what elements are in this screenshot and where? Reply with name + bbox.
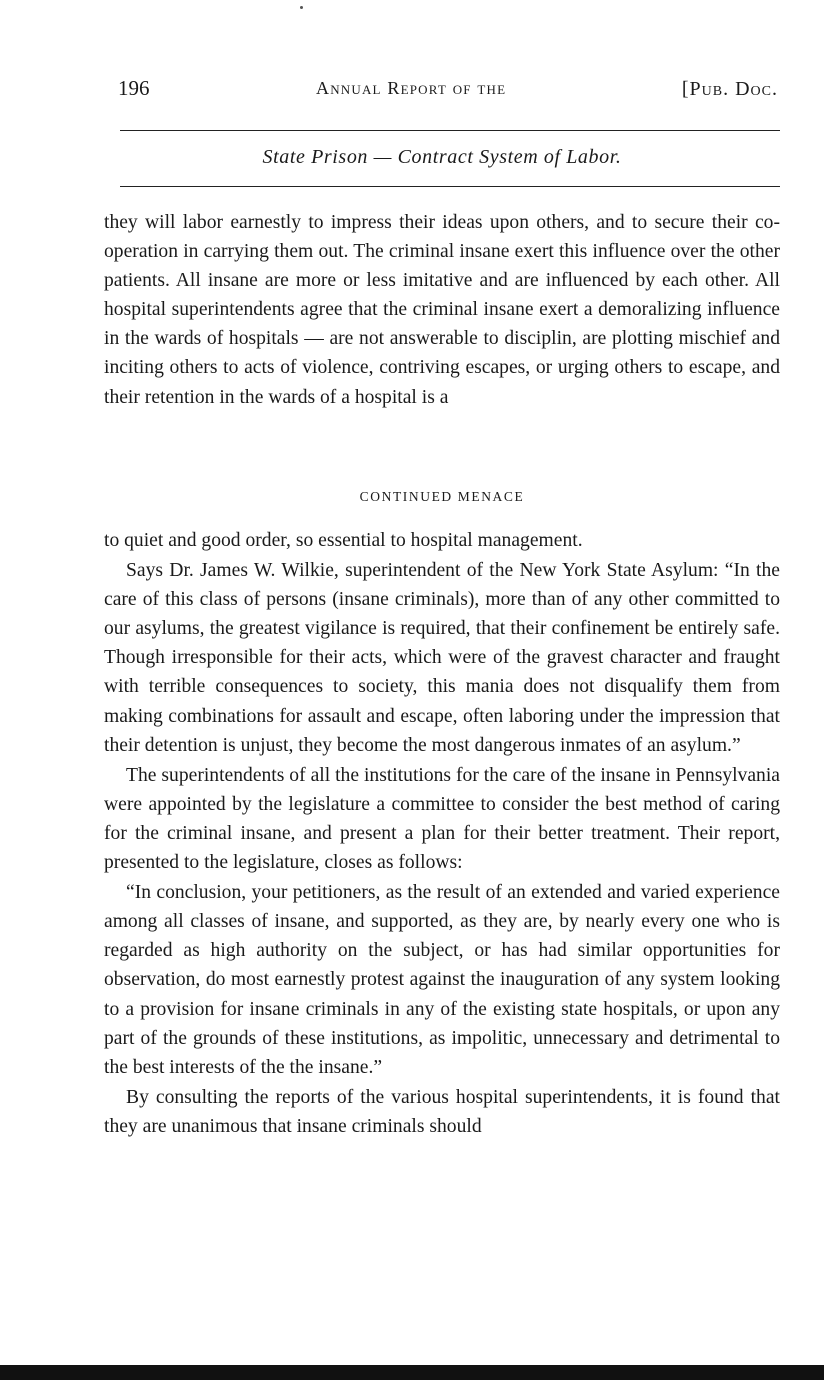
paragraph: to quiet and good order, so essential to hospital management. (104, 530, 583, 551)
paragraph: By consulting the reports of the various hospital superintendents, it is found that they are unanimous that insane criminals should (104, 1086, 780, 1137)
scan-bottom-edge (0, 1365, 824, 1380)
paragraph: they will labor earnestly to impress their ideas upon others, and to secure their co-operation in carrying them out. The criminal insane exert this influence over the other patients. All insane are more or less imitative and are influenced by each other. All hospital superintendents agree that the criminal insane exert a demoralizing influence in the wards of hospitals — are not answerable to disciplin, are plotting mischief and inciting others to acts of violence, contriving escapes, or urging others to escape, and their retention in the wards of a hospital is a (104, 212, 780, 408)
subheading: CONTINUED MENACE (359, 489, 525, 504)
paragraph: Says Dr. James W. Wilkie, superintendent of the New York State Asylum: “In the care of this class of persons (insane criminals), more than of any other committed to our asylums, the greatest vigilance is required, that their confinement be entirely safe. Though irresponsible for their acts, which were of the gravest character and fraught with terrible consequences to society, this mania does not disqualify them from making combinations for assault and escape, often laboring under the impression that their detention is unjust, they become the most dangerous inmates of an asylum.” (104, 560, 780, 756)
section-title: State Prison — Contract System of Labor. (262, 146, 622, 168)
body-block-after (104, 526, 780, 1141)
body-block-before (104, 208, 780, 412)
block-quote-paragraph: “In conclusion, your petitioners, as the result of an extended and varied experience among all classes of insane, and supported, as they are, by nearly every one who is regarded as high authority on the subject, or has had similar opportunities for observation, do most earnestly protest against the inauguration of any system looking to a provision for insane criminals in any of the existing state hospitals, or upon any part of the grounds of these institutions, as impolitic, unnecessary and detrimental to the best interests of the the insane.” (104, 882, 780, 1078)
document-page (104, 0, 780, 1380)
header-rule-top (120, 130, 780, 131)
header-rule-bottom (120, 186, 780, 187)
paragraph: The superintendents of all the institutions for the care of the insane in Pennsylvania were appointed by the legislature a committee to consider the best method of caring for the criminal insane, and present a plan for their better treatment. Their report, presented to the legislature, closes as follows: (104, 764, 780, 874)
document-reference: [Pub. Doc. (681, 78, 778, 100)
page-number: 196 (118, 76, 150, 100)
running-title: Annual Report of the (316, 78, 507, 98)
page-header (104, 76, 780, 106)
